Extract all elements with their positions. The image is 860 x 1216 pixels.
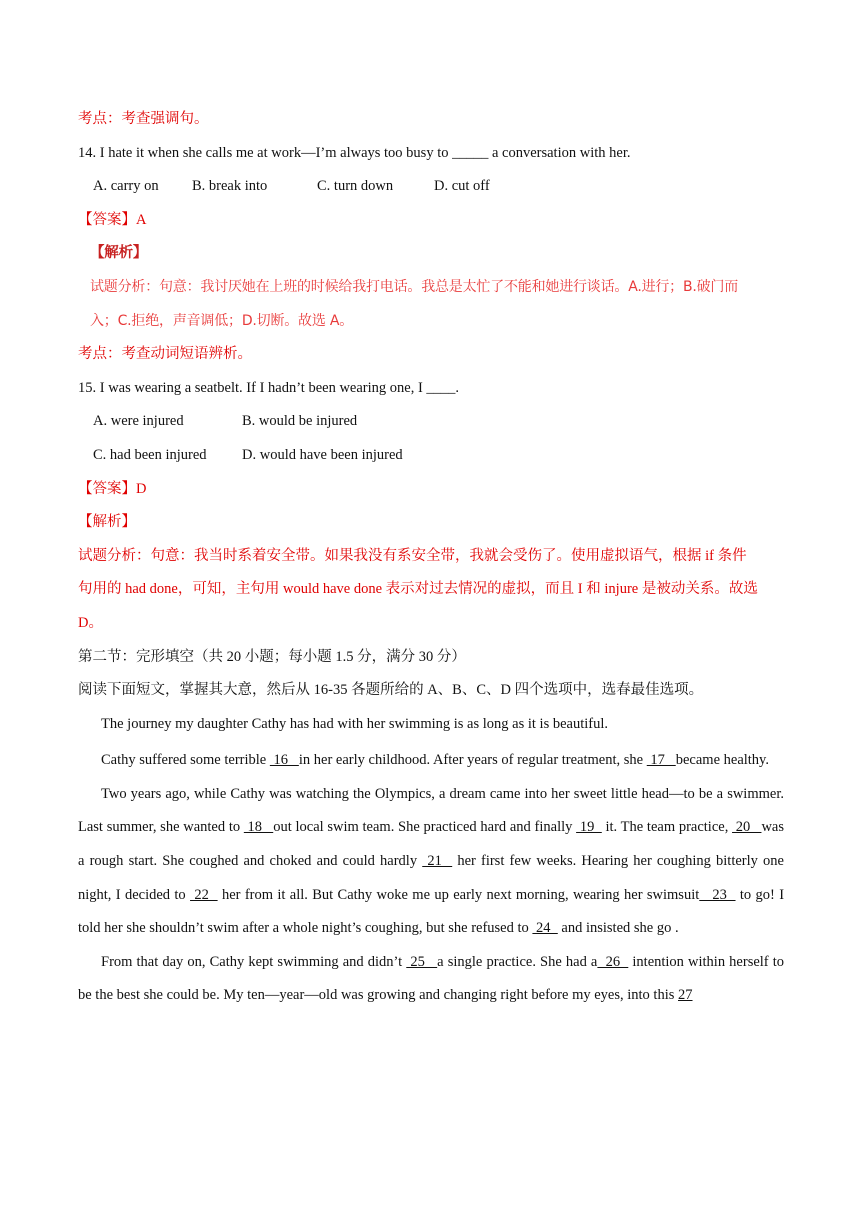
blank-17: 17 [646,752,676,769]
q15-option-d: D. would have been injured [242,446,403,463]
passage-text: her first few weeks. Hearing her coughing bitterly one night, I decided to [78,853,784,903]
q15-options-row-1 [78,408,784,442]
q14-stem: 14. I hate it when she calls me at work—I’m always too busy to _____ a conversation with her. [78,144,631,161]
passage-text: Two years ago, while Cathy was watching the Olympics, a dream came into her sweet little head—to be a swimmer. Last summer, she wanted to [78,785,784,836]
q14-analysis-image [78,240,784,341]
q15-option-a: A. were injured [93,413,184,430]
q14-option-b: B. break into [192,178,268,195]
blank-26: 26 [597,953,629,970]
blank-25: 25 [406,953,438,970]
passage-paragraph-4 [78,946,784,1013]
passage-text: Cathy suffered some terrible [101,752,270,769]
q14-option-a: A. carry on [93,178,159,195]
q15-answer: 【答案】D [78,480,147,497]
q14-analysis-line-1: 试题分析：句意：我讨厌她在上班的时候给我打电话。我总是太忙了不能和她进行谈话。A.进行；B.破门而 [90,278,739,295]
q14-analysis-header: 【解析】 [90,244,148,262]
q14-analysis-line-2: 入；C.拒绝，声音调低；D.切断。故选 A。 [90,312,354,329]
passage-text: From that day on, Cathy kept swimming and didn’t [101,953,407,970]
passage-text: her from it all. But Cathy woke me up early next morning, wearing her swimsuit [217,886,700,903]
q15-analysis-line-1: 试题分析：句意：我当时系着安全带。如果我没有系安全带，我就会受伤了。使用虚拟语气，根据 if 条件 [78,547,747,564]
q15-options-row-2 [78,442,784,476]
q13-test-point: 考点：考查强调句。 [78,111,209,127]
passage-text: became healthy. [675,752,769,769]
passage-paragraph-3 [78,778,784,946]
blank-27: 27 [678,987,693,1004]
passage-text: out local swim team. She practiced hard and finally [273,819,577,836]
q15-option-b: B. would be injured [242,413,358,430]
passage-text: and insisted she go . [557,920,679,937]
passage-paragraph-1: The journey my daughter Cathy has had with her swimming is as long as it is beautiful. [101,715,609,732]
passage-text: was a rough start. She coughed and choked and could hardly [78,819,785,870]
q15-analysis-line-2: 句用的 had done，可知，主句用 would have done 表示对过去情况的虚拟，而且 I 和 injure 是被动关系。故选 [78,581,758,598]
q14-option-c: C. turn down [317,178,394,195]
blank-16: 16 [269,752,299,769]
blank-21: 21 [422,853,453,870]
blank-24: 24 [532,920,558,937]
q15-analysis-header: 【解析】 [78,514,136,531]
passage-text: to go! I told her she shouldn’t swim after a whole night’s coughing, but she refused to [78,886,785,937]
section-2-title: 第二节：完形填空（共 20 小题；每小题 1.5 分，满分 30 分） [78,648,466,665]
q14-test-point: 考点：考查动词短语辨析。 [78,346,252,363]
blank-18: 18 [243,819,274,836]
passage-text: intention within herself to be the best she could be. My ten—year—old was growing and changing right before my eyes, into this [78,953,785,1004]
q15-stem: 15. I was wearing a seatbelt. If I hadn’t been wearing one, I ____. [78,379,460,396]
blank-22: 22 [190,886,218,903]
q14-option-d: D. cut off [434,178,490,195]
document-page [78,106,784,1013]
passage-text: in her early childhood. After years of regular treatment, she [298,752,647,769]
passage-text: it. The team practice, [601,819,733,836]
section-2-instruction: 阅读下面短文，掌握其大意，然后从 16-35 各题所给的 A、B、C、D 四个选项中，选春最佳选项。 [78,682,704,699]
q14-answer: 【答案】A [78,211,147,228]
blank-23: 23 [699,886,736,903]
q14-options [78,173,784,207]
q15-analysis-line-3: D。 [78,614,103,631]
passage-paragraph-2 [78,744,784,778]
blank-19: 19 [576,819,602,836]
passage-text: a single practice. She had a [437,953,598,970]
q15-option-c: C. had been injured [93,446,207,463]
blank-20: 20 [732,819,762,836]
